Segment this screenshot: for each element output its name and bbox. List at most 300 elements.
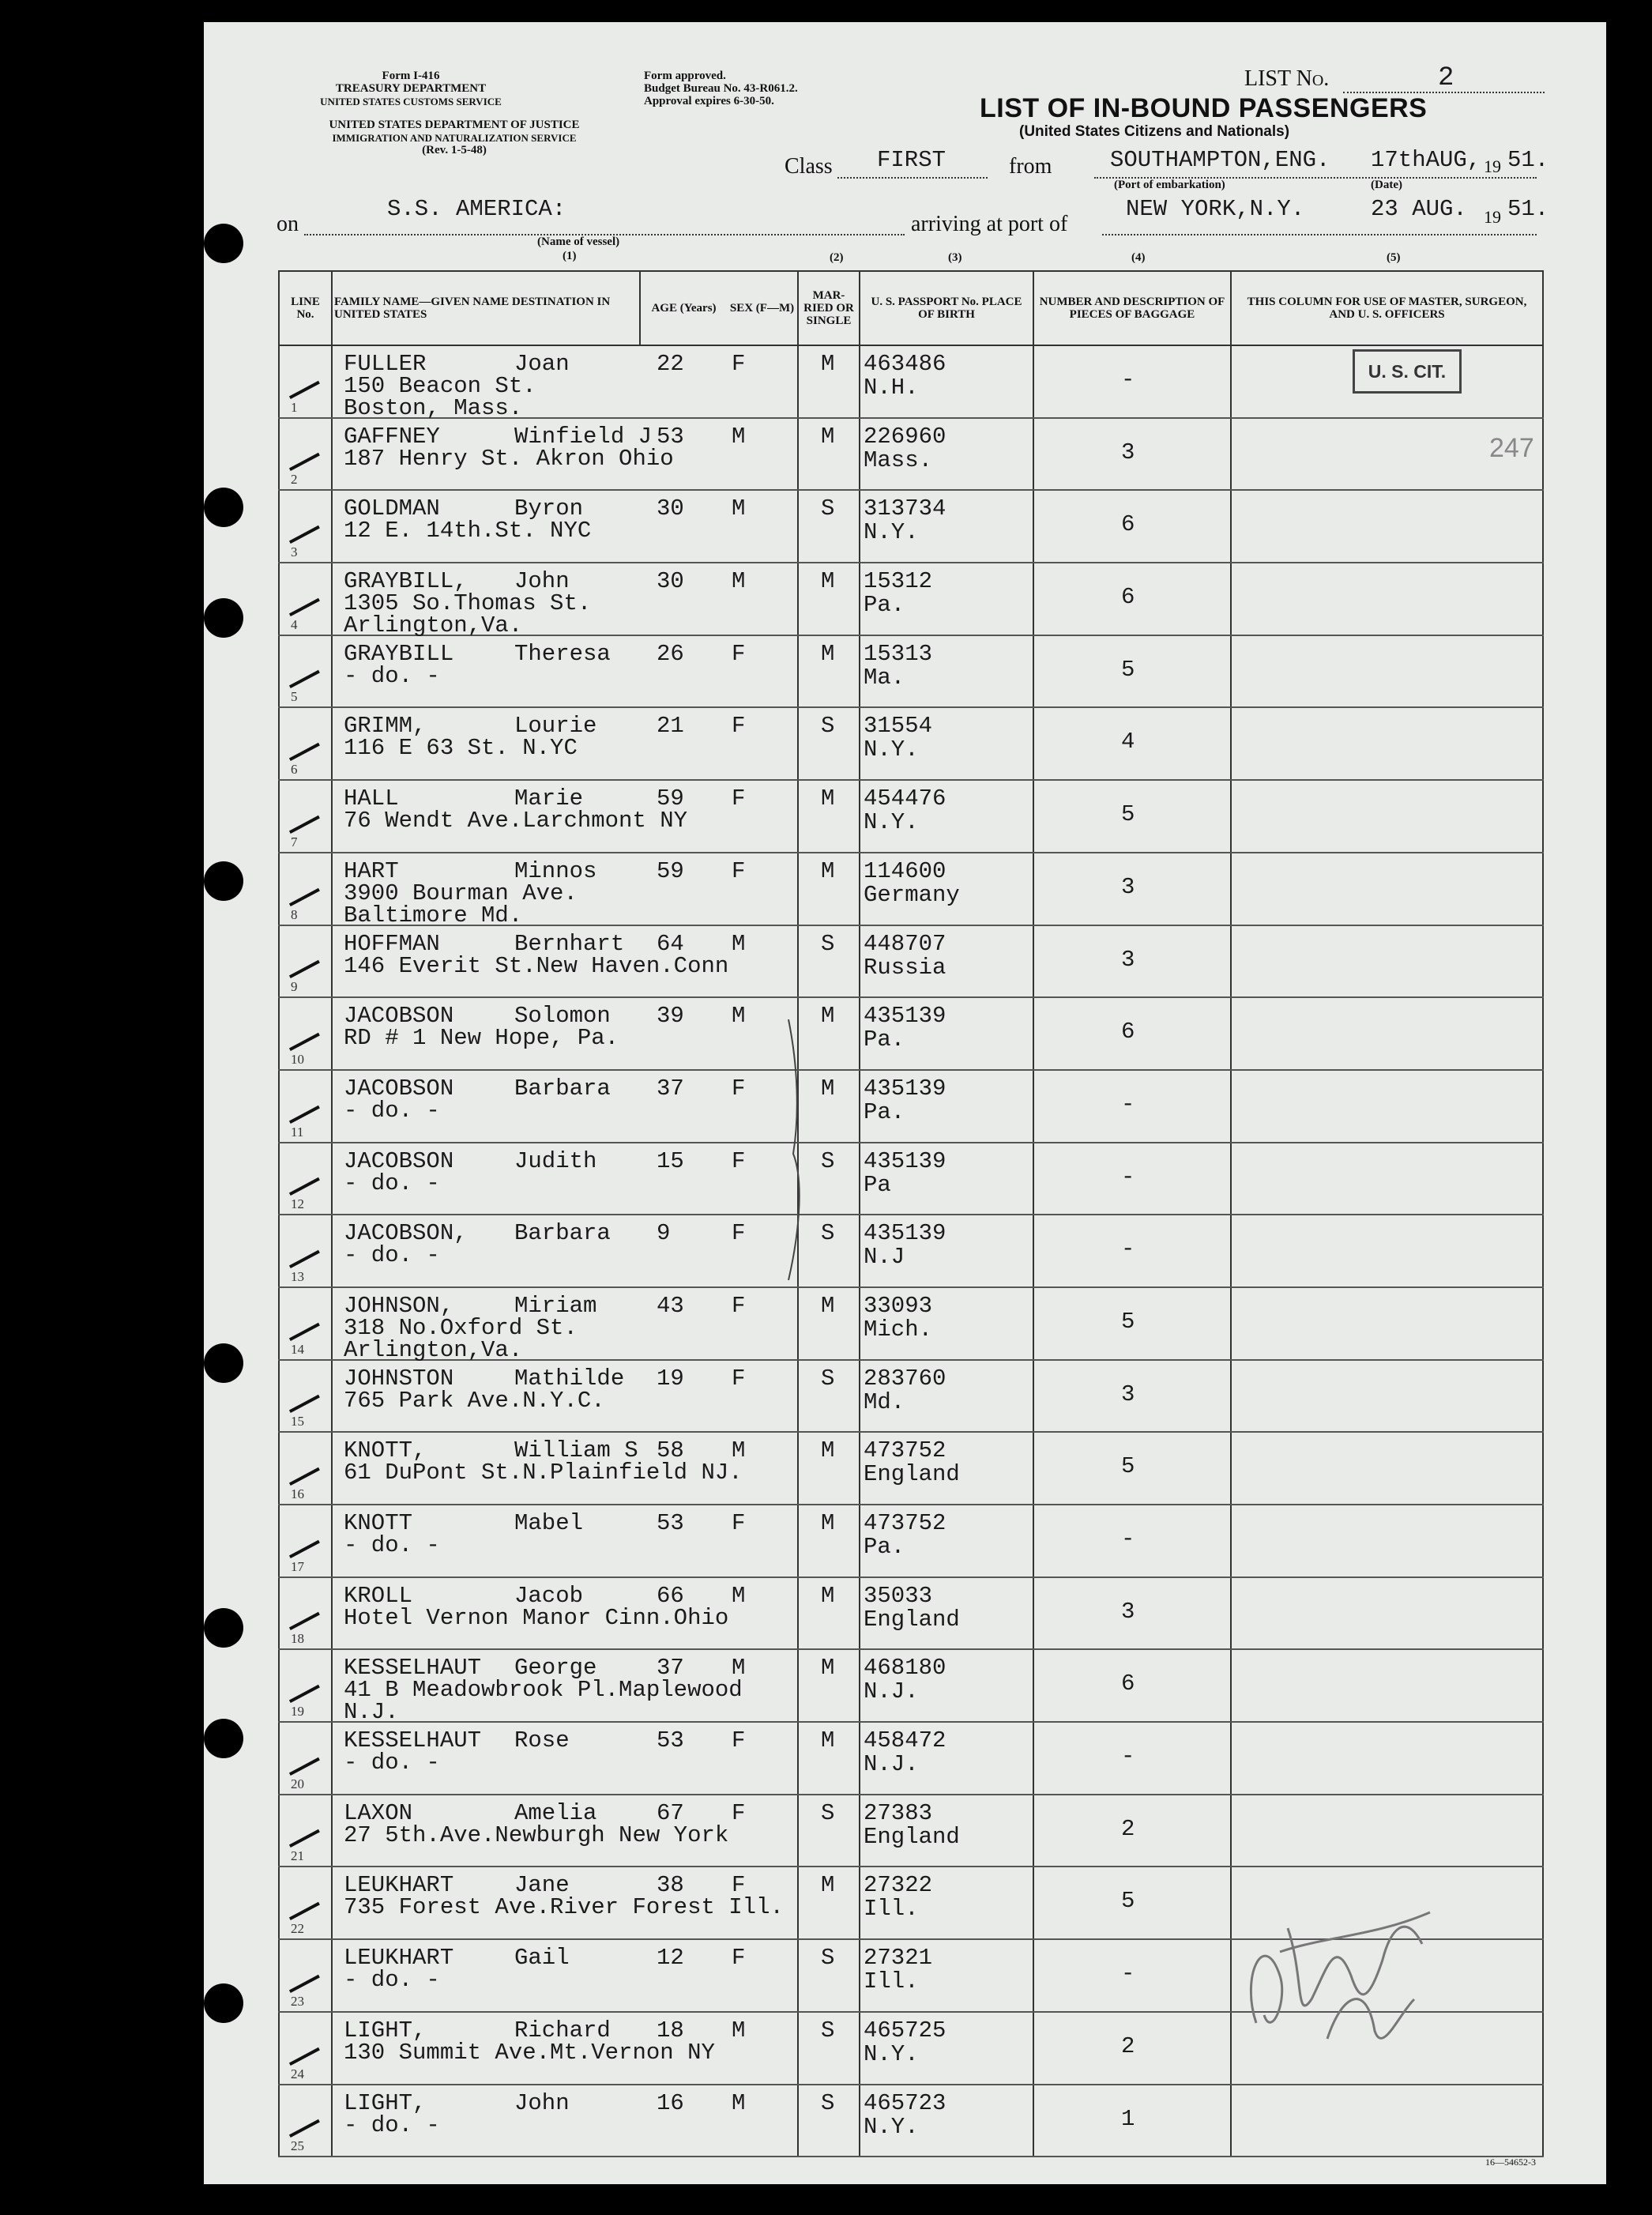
baggage-count: - [1121, 1961, 1135, 1987]
passport-cell [860, 1577, 1033, 1650]
passport-number: 31554 [864, 713, 933, 740]
marital-cell [798, 490, 860, 563]
age: 19 [657, 1365, 684, 1392]
date-caption: (Date) [1371, 179, 1402, 191]
officer-use-cell [1231, 1505, 1543, 1577]
marital-cell [798, 345, 860, 418]
sex: F [732, 857, 746, 884]
marital-cell [798, 2012, 860, 2085]
passport-cell [860, 1722, 1033, 1795]
baggage-cell [1033, 563, 1231, 635]
given-name: Barbara [514, 1075, 611, 1102]
address-line-1: 116 E 63 St. N.YC [344, 735, 578, 762]
line-number: 10 [291, 1051, 304, 1067]
baggage-cell [1033, 853, 1231, 925]
baggage-cell [1033, 780, 1231, 853]
punch-hole [204, 1719, 243, 1758]
revision-date: (Rev. 1-5-48) [422, 144, 487, 156]
given-name: Mabel [514, 1510, 584, 1536]
arrival-year: 51. [1507, 196, 1549, 222]
passport-cell [860, 997, 1033, 1070]
passport-number: 454476 [864, 785, 946, 812]
age: 18 [657, 2017, 684, 2044]
marital-cell [798, 780, 860, 853]
approval-line-2: Budget Bureau No. 43-R061.2. [644, 82, 798, 95]
place-of-birth: Pa. [864, 1098, 905, 1125]
officer-signature [1232, 1881, 1454, 2070]
address-line-1: - do. - [344, 1242, 440, 1269]
line-number: 13 [291, 1268, 304, 1284]
sex: F [732, 1147, 746, 1174]
address-line-2: Baltimore Md. [344, 902, 523, 929]
baggage-count: 5 [1121, 1308, 1135, 1335]
marital-status: S [821, 1945, 835, 1972]
header-age: AGE (Years) [640, 271, 727, 345]
baggage-count: 3 [1121, 873, 1135, 900]
passport-number: 458472 [864, 1727, 946, 1754]
line-number-cell [279, 1070, 332, 1143]
marital-cell [798, 1649, 860, 1722]
punch-hole [204, 224, 243, 263]
officer-use-cell [1231, 1649, 1543, 1722]
name-cell [332, 1577, 798, 1650]
officer-use-cell [1231, 490, 1543, 563]
header-name: FAMILY NAME—GIVEN NAME DESTINATION IN UNITED STATES [332, 271, 640, 345]
passport-cell [860, 1649, 1033, 1722]
marital-cell [798, 1795, 860, 1867]
officer-use-cell [1231, 1795, 1543, 1867]
col-number-3: (3) [948, 251, 962, 264]
marital-status: M [821, 1437, 835, 1464]
sex: F [732, 1510, 746, 1536]
line-number-cell [279, 707, 332, 780]
marital-status: S [821, 1365, 835, 1392]
officer-use-cell [1231, 707, 1543, 780]
address-line-2: N.J. [344, 1699, 399, 1726]
header-married: MAR-RIED OR SINGLE [798, 271, 860, 345]
baggage-count: 6 [1121, 1019, 1135, 1045]
family-name: GRIMM, [344, 713, 427, 740]
marital-cell [798, 1867, 860, 1939]
class-label: Class [785, 154, 833, 179]
passport-number: 448707 [864, 930, 946, 957]
officer-use-cell [1231, 997, 1543, 1070]
marital-cell [798, 563, 860, 635]
officer-use-cell [1231, 635, 1543, 708]
punch-hole [204, 1343, 243, 1383]
table-row [279, 1795, 1543, 1867]
line-number-cell [279, 1287, 332, 1360]
punch-hole [204, 861, 243, 901]
age: 43 [657, 1292, 684, 1319]
given-name: Marie [514, 785, 584, 812]
age: 59 [657, 785, 684, 812]
baggage-cell [1033, 1939, 1231, 2012]
baggage-cell [1033, 1649, 1231, 1722]
name-cell [332, 1505, 798, 1577]
sex: M [732, 930, 746, 957]
marital-status: S [821, 495, 835, 522]
baggage-count: - [1121, 1163, 1135, 1190]
line-number-cell [279, 2012, 332, 2085]
given-name: Lourie [514, 713, 597, 740]
name-cell [332, 418, 798, 491]
baggage-count: - [1121, 1236, 1135, 1263]
marital-status: S [821, 1799, 835, 1826]
address-line-1: 61 DuPont St.N.Plainfield NJ. [344, 1460, 743, 1486]
given-name: Minnos [514, 857, 597, 884]
name-cell [332, 707, 798, 780]
place-of-birth: N.Y. [864, 2040, 919, 2067]
baggage-count: 5 [1121, 1453, 1135, 1480]
age: 30 [657, 495, 684, 522]
immigration-service: IMMIGRATION AND NATURALIZATION SERVICE [332, 132, 577, 144]
table-row [279, 1287, 1543, 1360]
family-name: KESSELHAUT [344, 1655, 482, 1682]
address-line-1: 41 B Meadowbrook Pl.Maplewood [344, 1677, 743, 1704]
table-row [279, 1505, 1543, 1577]
place-of-birth: N.J [864, 1244, 905, 1271]
passport-cell [860, 1505, 1033, 1577]
justice-dept: UNITED STATES DEPARTMENT OF JUSTICE [329, 119, 580, 131]
passport-cell [860, 2085, 1033, 2157]
officer-use-cell [1231, 925, 1543, 998]
marital-cell [798, 635, 860, 708]
baggage-count: 3 [1121, 1381, 1135, 1407]
punch-hole [204, 488, 243, 527]
passenger-table [278, 270, 1544, 2157]
given-name: Gail [514, 1945, 570, 1972]
table-row [279, 2085, 1543, 2157]
line-number: 4 [291, 616, 298, 632]
passport-cell [860, 853, 1033, 925]
sex: F [732, 785, 746, 812]
marital-status: S [821, 930, 835, 957]
baggage-count: 5 [1121, 656, 1135, 683]
line-number: 9 [291, 979, 298, 995]
age: 12 [657, 1945, 684, 1972]
table-row [279, 1722, 1543, 1795]
name-cell [332, 1722, 798, 1795]
place-of-birth: Pa [864, 1171, 891, 1198]
approval-line-3: Approval expires 6-30-50. [644, 95, 774, 107]
sex: F [732, 1872, 746, 1899]
age: 67 [657, 1799, 684, 1826]
age: 38 [657, 1872, 684, 1899]
address-line-1: 12 E. 14th.St. NYC [344, 518, 592, 544]
family-name: HALL [344, 785, 399, 812]
treasury-dept: TREASURY DEPARTMENT [335, 82, 487, 95]
given-name: Amelia [514, 1799, 597, 1826]
given-name: Joan [514, 351, 570, 377]
given-name: Theresa [514, 640, 611, 667]
address-line-1: 27 5th.Ave.Newburgh New York [344, 1821, 729, 1848]
passport-number: 114600 [864, 857, 946, 884]
age: 9 [657, 1220, 671, 1247]
marital-cell [798, 707, 860, 780]
address-line-1: - do. - [344, 1750, 440, 1776]
marital-status: S [821, 2089, 835, 2116]
name-cell [332, 635, 798, 708]
family-name: JOHNSTON [344, 1365, 454, 1392]
baggage-cell [1033, 925, 1231, 998]
passport-cell [860, 1215, 1033, 1287]
line-number-cell [279, 1215, 332, 1287]
line-number-cell [279, 1360, 332, 1433]
passport-number: 27383 [864, 1799, 933, 1826]
name-cell [332, 853, 798, 929]
address-line-1: - do. - [344, 1967, 440, 1994]
baggage-cell [1033, 345, 1231, 418]
place-of-birth: Ill. [864, 1968, 919, 1995]
sex: F [732, 1292, 746, 1319]
marital-cell [798, 1360, 860, 1433]
name-cell [332, 1215, 798, 1287]
line-number-cell [279, 1577, 332, 1650]
table-row [279, 563, 1543, 635]
table-row [279, 1432, 1543, 1505]
sex: M [732, 1655, 746, 1682]
line-number-cell [279, 1649, 332, 1722]
baggage-count: 2 [1121, 2032, 1135, 2059]
form-number: Form I-416 [382, 70, 440, 82]
family-name: HART [344, 857, 399, 884]
passport-cell [860, 1432, 1033, 1505]
name-cell [332, 1649, 798, 1726]
place-of-birth: Pa. [864, 592, 905, 619]
line-number: 25 [291, 2138, 304, 2154]
line-number-cell [279, 1867, 332, 1939]
name-cell [332, 1143, 798, 1215]
marital-status: M [821, 1075, 835, 1102]
name-cell [332, 563, 798, 639]
embarkation-date: 17thAUG, [1371, 147, 1481, 173]
passport-cell [860, 563, 1033, 635]
family-name: JOHNSON, [344, 1292, 454, 1319]
baggage-cell [1033, 1070, 1231, 1143]
name-cell [332, 997, 798, 1070]
baggage-count: 1 [1121, 2105, 1135, 2132]
given-name: George [514, 1655, 597, 1682]
address-line-1: 318 No.Oxford St. [344, 1314, 578, 1341]
col-number-2: (2) [830, 251, 844, 264]
passport-number: 435139 [864, 1003, 946, 1030]
officer-use-cell [1231, 2085, 1543, 2157]
passport-number: 15313 [864, 640, 933, 667]
table-row [279, 490, 1543, 563]
line-number: 11 [291, 1124, 304, 1140]
line-number-cell [279, 925, 332, 998]
line-number: 1 [291, 399, 298, 415]
table-row [279, 1360, 1543, 1433]
baggage-count: 3 [1121, 946, 1135, 973]
us-citizen-stamp: U. S. CIT. [1353, 349, 1462, 394]
place-of-birth: Ma. [864, 664, 905, 691]
baggage-count: 6 [1121, 1671, 1135, 1697]
from-label: from [1009, 154, 1052, 179]
passport-number: 15312 [864, 568, 933, 595]
header-sex: SEX (F—M) [727, 271, 798, 345]
port-caption: (Port of embarkation) [1114, 179, 1225, 191]
family-name: LIGHT, [344, 2089, 427, 2116]
year-prefix-2: 19 [1484, 207, 1501, 227]
family-name: JACOBSON [344, 1075, 454, 1102]
age: 16 [657, 2089, 684, 2116]
line-number: 15 [291, 1414, 304, 1430]
sex: M [732, 423, 746, 450]
list-number: 2 [1438, 63, 1454, 93]
marital-status: M [821, 423, 835, 450]
marital-status: M [821, 1292, 835, 1319]
passport-number: 435139 [864, 1147, 946, 1174]
sex: F [732, 1945, 746, 1972]
given-name: Solomon [514, 1003, 611, 1030]
given-name: Mathilde [514, 1365, 625, 1392]
baggage-cell [1033, 1215, 1231, 1287]
embarkation-year: 51. [1507, 147, 1549, 173]
line-number: 20 [291, 1776, 304, 1791]
passport-cell [860, 635, 1033, 708]
passport-cell [860, 1939, 1033, 2012]
sex: M [732, 2089, 746, 2116]
sex: M [732, 1582, 746, 1609]
given-name: John [514, 568, 570, 595]
sex: F [732, 640, 746, 667]
given-name: Jane [514, 1872, 570, 1899]
address-line-1: - do. - [344, 1170, 440, 1196]
line-number-cell [279, 1795, 332, 1867]
place-of-birth: Pa. [864, 1534, 905, 1560]
line-number: 24 [291, 2066, 304, 2081]
officer-use-cell [1231, 1577, 1543, 1650]
marital-cell [798, 925, 860, 998]
sex: M [732, 2017, 746, 2044]
sex: F [732, 1727, 746, 1754]
table-row [279, 1649, 1543, 1722]
family-name: GRAYBILL [344, 640, 454, 667]
baggage-count: 3 [1121, 1598, 1135, 1625]
age: 53 [657, 423, 684, 450]
age: 21 [657, 713, 684, 740]
passport-cell [860, 1867, 1033, 1939]
family-name: LAXON [344, 1799, 413, 1826]
baggage-count: 4 [1121, 729, 1135, 755]
place-of-birth: Mass. [864, 446, 933, 473]
line-number: 22 [291, 1921, 304, 1937]
line-number-cell [279, 418, 332, 491]
name-cell [332, 490, 798, 563]
baggage-cell [1033, 1287, 1231, 1360]
marital-status: M [821, 1872, 835, 1899]
given-name: William S [514, 1437, 638, 1464]
vessel-caption: (Name of vessel) [537, 235, 620, 248]
place-of-birth: Ill. [864, 1896, 919, 1923]
family-name: KNOTT, [344, 1437, 427, 1464]
place-of-birth: England [864, 1606, 960, 1633]
passport-number: 33093 [864, 1292, 933, 1319]
marital-cell [798, 853, 860, 925]
line-number-cell [279, 1432, 332, 1505]
marital-status: M [821, 785, 835, 812]
passport-cell [860, 925, 1033, 998]
baggage-count: - [1121, 1091, 1135, 1117]
baggage-cell [1033, 1143, 1231, 1215]
passport-cell [860, 1143, 1033, 1215]
manifest-title: LIST OF IN-BOUND PASSENGERS [980, 93, 1428, 123]
sex: M [732, 568, 746, 595]
baggage-count: 2 [1121, 1815, 1135, 1842]
passport-number: 27321 [864, 1945, 933, 1972]
family-name: GRAYBILL, [344, 568, 468, 595]
marital-cell [798, 418, 860, 491]
address-line-1: 130 Summit Ave.Mt.Vernon NY [344, 2039, 715, 2066]
baggage-cell [1033, 997, 1231, 1070]
table-row [279, 997, 1543, 1070]
officer-use-cell [1231, 1287, 1543, 1360]
table-row [279, 1215, 1543, 1287]
family-name: HOFFMAN [344, 930, 440, 957]
age: 30 [657, 568, 684, 595]
place-of-birth: N.J. [864, 1751, 919, 1778]
family-name: LEUKHART [344, 1945, 454, 1972]
marital-cell [798, 1287, 860, 1360]
passport-number: 465723 [864, 2089, 946, 2116]
given-name: Richard [514, 2017, 611, 2044]
sex: M [732, 1437, 746, 1464]
line-number-cell [279, 997, 332, 1070]
given-name: Rose [514, 1727, 570, 1754]
marital-status: M [821, 1582, 835, 1609]
passport-cell [860, 1360, 1033, 1433]
marital-status: M [821, 1655, 835, 1682]
line-number: 5 [291, 689, 298, 705]
arrival-port: NEW YORK,N.Y. [1126, 196, 1305, 222]
baggage-cell [1033, 1577, 1231, 1650]
baggage-cell [1033, 1795, 1231, 1867]
sex: F [732, 1220, 746, 1247]
age: 59 [657, 857, 684, 884]
given-name: John [514, 2089, 570, 2116]
line-number-cell [279, 780, 332, 853]
officer-use-cell [1231, 1722, 1543, 1795]
marital-cell [798, 1577, 860, 1650]
marital-status: S [821, 713, 835, 740]
address-line-1: 76 Wendt Ave.Larchmont NY [344, 808, 688, 834]
class-value: FIRST [877, 147, 946, 173]
age: 26 [657, 640, 684, 667]
passport-cell [860, 1070, 1033, 1143]
vessel-name: S.S. AMERICA: [387, 196, 566, 222]
name-cell [332, 925, 798, 998]
family-name: KNOTT [344, 1510, 413, 1536]
address-line-2: Boston, Mass. [344, 395, 523, 421]
table-row [279, 418, 1543, 491]
sex: F [732, 351, 746, 377]
address-line-1: 187 Henry St. Akron Ohio [344, 445, 674, 472]
family-name: KROLL [344, 1582, 413, 1609]
passport-number: 35033 [864, 1582, 933, 1609]
name-cell [332, 1432, 798, 1505]
place-of-birth: N.Y. [864, 519, 919, 546]
given-name: Barbara [514, 1220, 611, 1247]
address-line-1: 3900 Bourman Ave. [344, 880, 578, 906]
arrival-date: 23 AUG. [1371, 196, 1467, 222]
arriving-label: arriving at port of [911, 212, 1068, 236]
passport-number: 283760 [864, 1365, 946, 1392]
age: 53 [657, 1510, 684, 1536]
margin-number: 247 [1489, 433, 1534, 463]
line-number: 23 [291, 1993, 304, 2009]
